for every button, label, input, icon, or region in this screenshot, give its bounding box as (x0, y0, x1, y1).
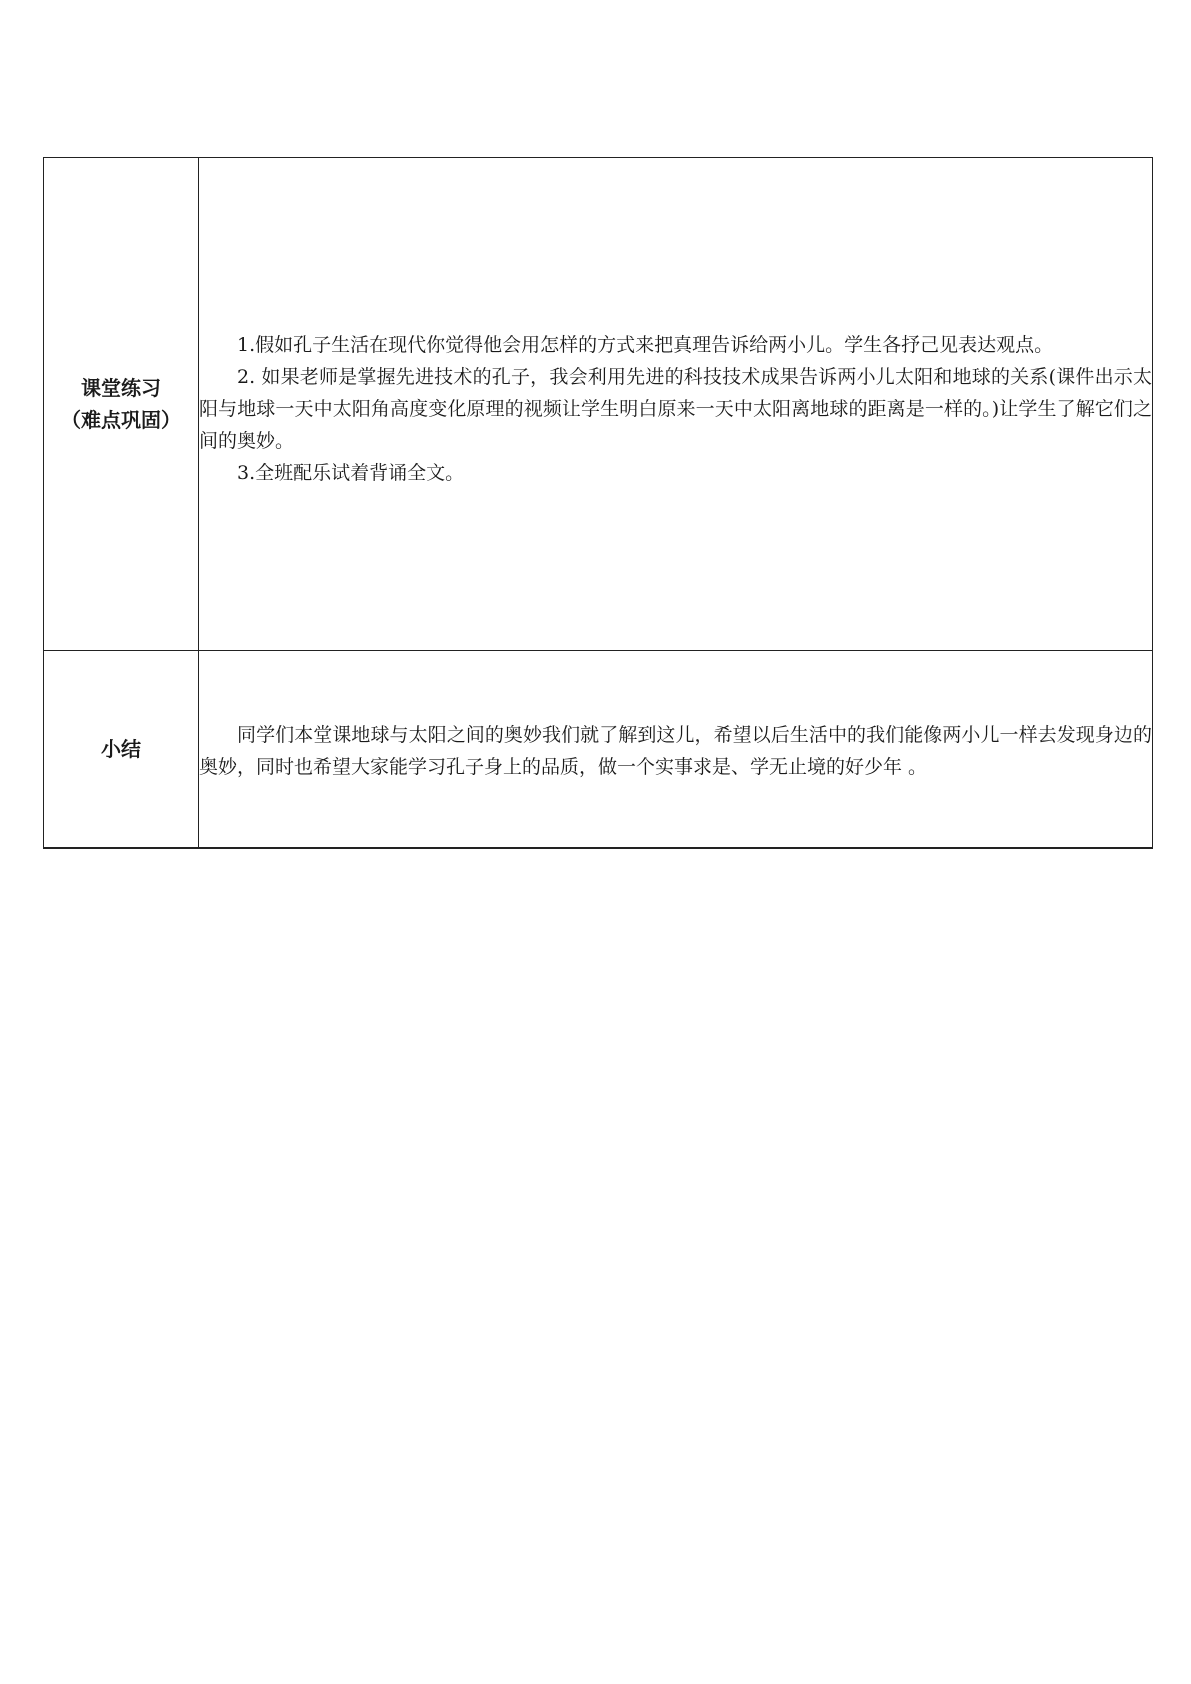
row-content-summary (199, 651, 1153, 849)
summary-paragraph: 同学们本堂课地球与太阳之间的奥妙我们就了解到这儿，希望以后生活中的我们能像两小儿一样去发现身边的奥妙，同时也希望大家能学习孔子身上的品质，做一个实事求是、学无止境的好少年 。 (199, 724, 1152, 778)
row-label-subtitle: （难点巩固） (61, 408, 181, 432)
practice-item-3: 3.全班配乐试着背诵全文。 (237, 462, 465, 484)
practice-item-2: 2. 如果老师是掌握先进技术的孔子，我会利用先进的科技技术成果告诉两小儿太阳和地球的关系(课件出示太阳与地球一天中太阳角高度变化原理的视频让学生明白原来一天中太阳离地球的距离是一样的。)让学生了解它们之间的奥妙。 (199, 366, 1152, 452)
table-row-summary (44, 651, 1153, 849)
row-label-summary (44, 651, 199, 849)
row-label-practice (44, 158, 199, 651)
practice-item-1: 1.假如孔子生活在现代你觉得他会用怎样的方式来把真理告诉给两小儿。学生各抒己见表达观点。 (237, 334, 1054, 356)
row-label-title: 小结 (101, 737, 141, 761)
lesson-plan-table (43, 157, 1153, 849)
row-content-practice (199, 158, 1153, 651)
table-row-practice (44, 158, 1153, 651)
row-label-title: 课堂练习 (81, 376, 161, 400)
